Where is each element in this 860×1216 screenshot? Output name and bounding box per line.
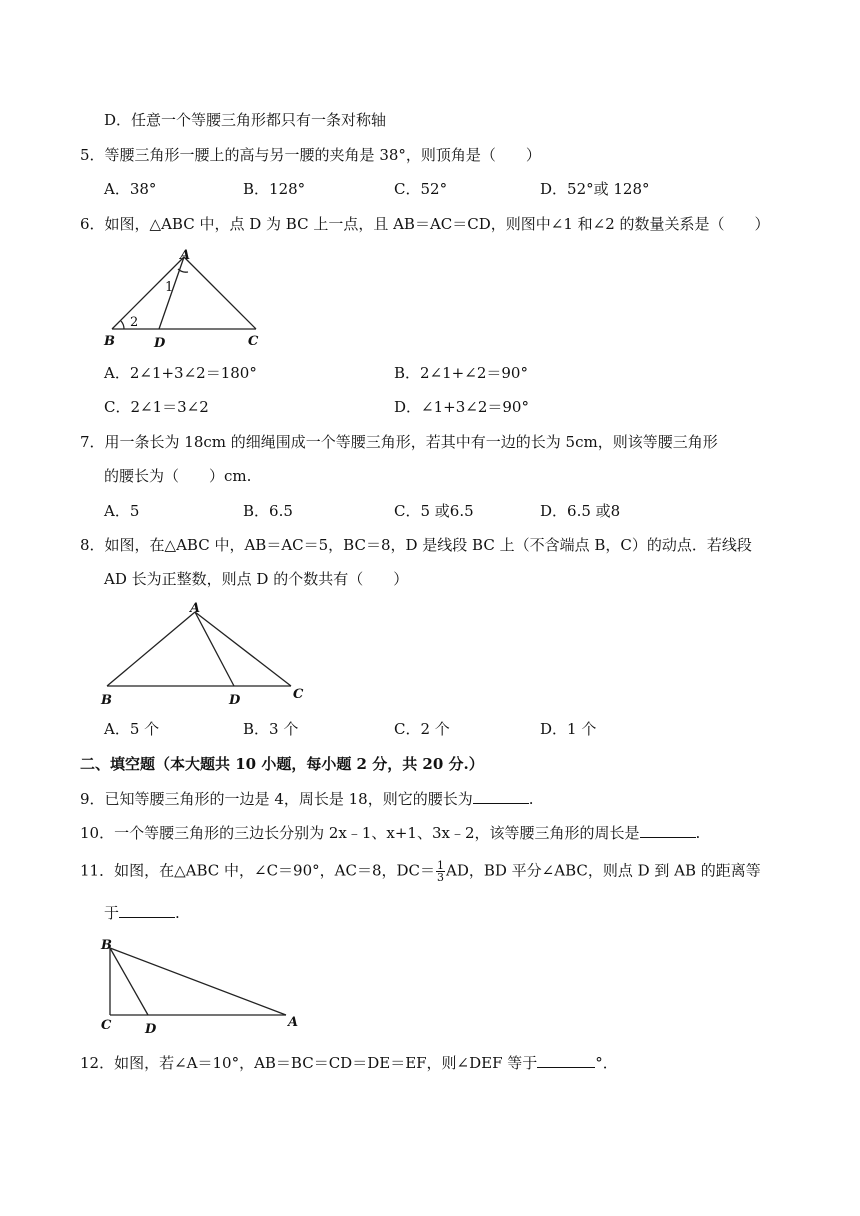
q5-option-b: B．128° [243, 180, 306, 198]
q8-side-ab [107, 612, 195, 686]
q6-label-c: C [248, 334, 259, 349]
q6-stem: 6．如图，△ABC 中，点 D 为 BC 上一点，且 AB＝AC＝CD，则图中∠1 和∠2 的数量关系是（ ） [80, 215, 770, 233]
q11-line2 [104, 903, 180, 923]
q7-stem-line1: 7．用一条长为 18cm 的细绳围成一个等腰三角形，若其中有一边的长为 5cm，则该等腰三角形 [80, 433, 718, 451]
q11-answer-blank[interactable] [119, 903, 175, 918]
q8-segment-ad [195, 612, 234, 686]
q6-option-d: D．∠1+3∠2＝90° [394, 398, 529, 416]
q7-option-b: B．6.5 [243, 502, 293, 520]
q7-option-a: A．5 [104, 502, 140, 520]
q8-triangle-figure [98, 598, 310, 710]
q12-answer-blank[interactable] [537, 1053, 595, 1068]
q6-label-d: D [154, 336, 166, 351]
q11-label-d: D [145, 1022, 157, 1037]
q6-option-c: C．2∠1＝3∠2 [104, 398, 209, 416]
q11-end: . [175, 904, 180, 922]
q5-option-d: D．52°或 128° [540, 180, 650, 198]
q6-side-ac [184, 257, 256, 329]
q12-line [80, 1053, 618, 1073]
q9-line [80, 789, 534, 809]
q6-option-a: A．2∠1+3∠2＝180° [104, 364, 257, 382]
q6-triangle-figure [100, 245, 270, 350]
q11-stem-b: AD，BD 平分∠ABC，则点 D 到 AB 的距离等 [446, 861, 761, 880]
q11-line1 [80, 860, 761, 883]
q5-stem: 5．等腰三角形一腰上的高与另一腰的夹角是 38°，则顶角是（ ） [80, 146, 541, 164]
q11-fraction-numerator: 1 [437, 859, 444, 872]
q11-side-ba [110, 948, 286, 1015]
q7-option-d: D．6.5 或8 [540, 502, 621, 520]
q11-label-c: C [101, 1018, 112, 1033]
q11-segment-bd [110, 948, 148, 1015]
q12-end: °． [595, 1054, 618, 1072]
q6-angle-2-label: 2 [130, 315, 139, 330]
q8-option-b: B．3 个 [243, 720, 299, 738]
q6-angle-2-arc [121, 321, 124, 329]
q6-label-b: B [104, 334, 115, 349]
q8-label-b: B [101, 693, 112, 708]
q8-option-a: A．5 个 [104, 720, 160, 738]
q12-stem: 12．如图，若∠A＝10°，AB＝BC＝CD＝DE＝EF，则∠DEF 等于 [80, 1054, 538, 1072]
q10-line [80, 823, 700, 843]
q10-stem: 10．一个等腰三角形的三边长分别为 2x﹣1、x+1、3x﹣2，该等腰三角形的周长是 [80, 824, 640, 842]
q8-option-c: C．2 个 [394, 720, 450, 738]
q6-label-a: A [180, 248, 191, 263]
q6-angle-1-label: 1 [165, 280, 174, 295]
q9-answer-blank[interactable] [473, 789, 529, 804]
q9-stem: 9．已知等腰三角形的一边是 4，周长是 18，则它的腰长为 [80, 790, 473, 808]
q6-option-b: B．2∠1+∠2＝90° [394, 364, 528, 382]
section2-title: 二、填空题（本大题共 10 小题，每小题 2 分，共 20 分.） [80, 755, 484, 773]
q10-answer-blank[interactable] [640, 823, 696, 838]
q11-fraction-denominator: 3 [437, 871, 444, 884]
q10-end: . [695, 824, 701, 842]
q11-label-b: B [101, 938, 112, 953]
q8-label-d: D [229, 693, 241, 708]
q11-fraction [436, 860, 445, 883]
q11-stem-a: 11．如图，在△ABC 中，∠C＝90°，AC＝8，DC＝ [80, 861, 435, 880]
q8-side-ac [195, 612, 291, 686]
q8-stem-line1: 8．如图，在△ABC 中，AB＝AC＝5，BC＝8，D 是线段 BC 上（不含端点 B，C）的动点．若线段 [80, 536, 752, 554]
q5-option-a: A．38° [104, 180, 157, 198]
q4-option-d: D．任意一个等腰三角形都只有一条对称轴 [104, 111, 387, 129]
q7-stem-line2: 的腰长为（ ）cm. [104, 467, 252, 485]
q8-label-c: C [293, 687, 304, 702]
q5-option-c: C．52° [394, 180, 448, 198]
q11-stem-line2: 于 [104, 904, 120, 922]
q11-triangle-figure [98, 936, 308, 1036]
q7-option-c: C．5 或6.5 [394, 502, 474, 520]
q11-label-a: A [288, 1015, 299, 1030]
q8-stem-line2: AD 长为正整数，则点 D 的个数共有（ ） [104, 570, 409, 588]
q9-end: . [528, 790, 534, 808]
q8-label-a: A [190, 601, 201, 616]
q8-option-d: D．1 个 [540, 720, 597, 738]
